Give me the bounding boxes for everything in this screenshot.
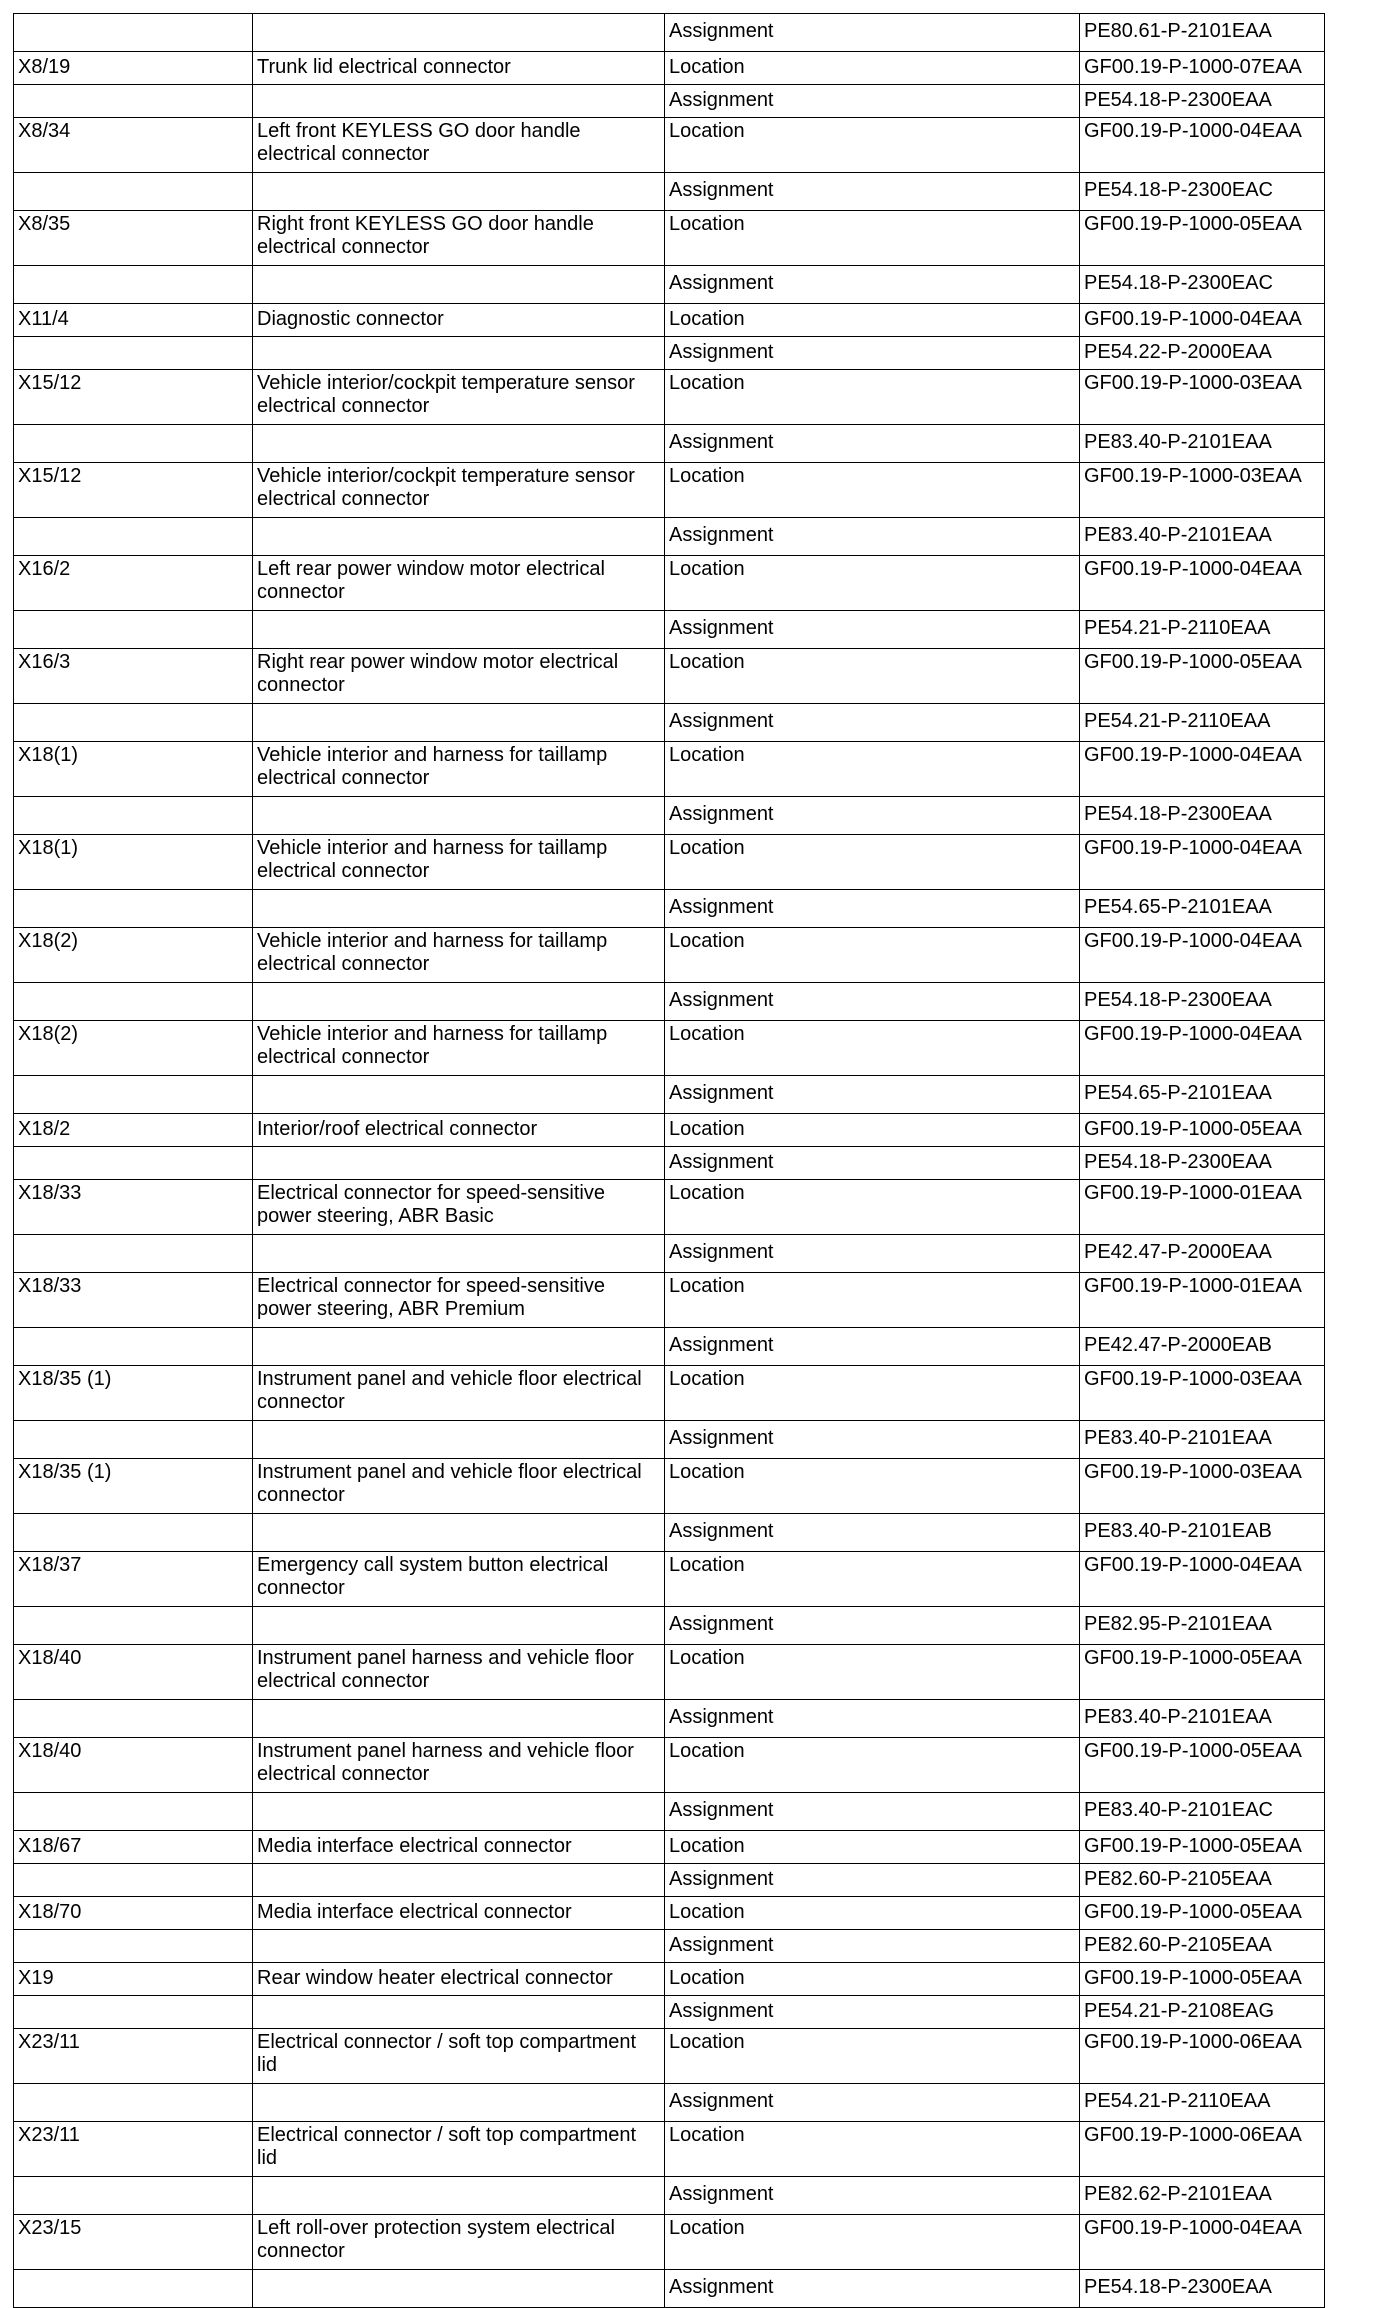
connector-description-cell: Vehicle interior and harness for taillamp electrical connector	[253, 835, 665, 890]
entry-type-cell: Location	[665, 1180, 1080, 1235]
document-code-cell: PE82.60-P-2105EAA	[1080, 1930, 1325, 1963]
table-row	[14, 1421, 1325, 1459]
entry-type-cell: Location	[665, 370, 1080, 425]
connector-description-cell	[253, 1421, 665, 1459]
connector-id-cell: X18/67	[14, 1831, 253, 1864]
table-row	[14, 1366, 1325, 1421]
table-row	[14, 1076, 1325, 1114]
document-code-cell: PE83.40-P-2101EAA	[1080, 425, 1325, 463]
connector-id-cell	[14, 1421, 253, 1459]
connector-description-cell	[253, 425, 665, 463]
connector-description-cell	[253, 266, 665, 304]
entry-type-cell: Assignment	[665, 1076, 1080, 1114]
connector-id-cell	[14, 983, 253, 1021]
entry-type-cell: Assignment	[665, 890, 1080, 928]
connector-id-cell: X16/2	[14, 556, 253, 611]
connector-id-cell: X19	[14, 1963, 253, 1996]
document-code-cell: PE82.62-P-2101EAA	[1080, 2177, 1325, 2215]
entry-type-cell: Location	[665, 1963, 1080, 1996]
connector-description-cell	[253, 1514, 665, 1552]
connector-id-cell	[14, 14, 253, 52]
connector-id-cell: X8/19	[14, 52, 253, 85]
table-row	[14, 1700, 1325, 1738]
document-code-cell: GF00.19-P-1000-07EAA	[1080, 52, 1325, 85]
table-row	[14, 211, 1325, 266]
connector-description-cell	[253, 518, 665, 556]
entry-type-cell: Assignment	[665, 611, 1080, 649]
connector-id-cell	[14, 1076, 253, 1114]
connector-id-cell	[14, 1700, 253, 1738]
entry-type-cell: Location	[665, 1273, 1080, 1328]
table-row	[14, 1897, 1325, 1930]
table-row	[14, 1235, 1325, 1273]
table-row	[14, 1147, 1325, 1180]
connector-description-cell	[253, 173, 665, 211]
connector-id-cell: X15/12	[14, 463, 253, 518]
connector-id-cell	[14, 704, 253, 742]
entry-type-cell: Assignment	[665, 1930, 1080, 1963]
document-code-cell: PE82.60-P-2105EAA	[1080, 1864, 1325, 1897]
document-code-cell: GF00.19-P-1000-04EAA	[1080, 1552, 1325, 1607]
connector-id-cell	[14, 2084, 253, 2122]
table-row	[14, 1831, 1325, 1864]
connector-description-cell: Vehicle interior and harness for taillamp electrical connector	[253, 928, 665, 983]
entry-type-cell: Location	[665, 118, 1080, 173]
connector-id-cell	[14, 611, 253, 649]
connector-description-cell	[253, 2270, 665, 2308]
connector-id-cell	[14, 173, 253, 211]
connector-description-cell	[253, 1700, 665, 1738]
entry-type-cell: Location	[665, 1021, 1080, 1076]
connector-id-cell: X18/40	[14, 1738, 253, 1793]
connector-id-cell: X11/4	[14, 304, 253, 337]
connector-description-cell: Instrument panel harness and vehicle floor electrical connector	[253, 1645, 665, 1700]
document-code-cell: GF00.19-P-1000-01EAA	[1080, 1180, 1325, 1235]
document-code-cell: GF00.19-P-1000-04EAA	[1080, 928, 1325, 983]
document-code-cell: PE54.18-P-2300EAC	[1080, 173, 1325, 211]
table-row	[14, 1552, 1325, 1607]
document-code-cell: GF00.19-P-1000-04EAA	[1080, 2215, 1325, 2270]
entry-type-cell: Assignment	[665, 1700, 1080, 1738]
table-row	[14, 928, 1325, 983]
table-row	[14, 425, 1325, 463]
document-code-cell: PE82.95-P-2101EAA	[1080, 1607, 1325, 1645]
document-code-cell: GF00.19-P-1000-05EAA	[1080, 1114, 1325, 1147]
entry-type-cell: Assignment	[665, 2084, 1080, 2122]
entry-type-cell: Assignment	[665, 173, 1080, 211]
entry-type-cell: Location	[665, 211, 1080, 266]
table-row	[14, 1273, 1325, 1328]
entry-type-cell: Assignment	[665, 337, 1080, 370]
table-row	[14, 1514, 1325, 1552]
connector-description-cell: Left rear power window motor electrical connector	[253, 556, 665, 611]
connector-id-cell	[14, 337, 253, 370]
connector-id-cell	[14, 1864, 253, 1897]
connector-description-cell	[253, 1235, 665, 1273]
connector-id-cell	[14, 890, 253, 928]
entry-type-cell: Location	[665, 1831, 1080, 1864]
table-body	[14, 14, 1325, 2308]
entry-type-cell: Location	[665, 2122, 1080, 2177]
connector-id-cell: X18(1)	[14, 835, 253, 890]
entry-type-cell: Assignment	[665, 2270, 1080, 2308]
table-row	[14, 1459, 1325, 1514]
connector-id-cell	[14, 1996, 253, 2029]
entry-type-cell: Location	[665, 52, 1080, 85]
connector-description-cell: Emergency call system button electrical connector	[253, 1552, 665, 1607]
table-row	[14, 1328, 1325, 1366]
table-row	[14, 2122, 1325, 2177]
document-code-cell: GF00.19-P-1000-04EAA	[1080, 1021, 1325, 1076]
document-code-cell: GF00.19-P-1000-04EAA	[1080, 835, 1325, 890]
document-code-cell: GF00.19-P-1000-04EAA	[1080, 556, 1325, 611]
document-code-cell: PE54.65-P-2101EAA	[1080, 890, 1325, 928]
document-code-cell: PE83.40-P-2101EAB	[1080, 1514, 1325, 1552]
connector-id-cell: X8/34	[14, 118, 253, 173]
connector-id-cell: X18/40	[14, 1645, 253, 1700]
table-row	[14, 2177, 1325, 2215]
connector-description-cell	[253, 611, 665, 649]
connector-description-cell: Rear window heater electrical connector	[253, 1963, 665, 1996]
connector-id-cell: X8/35	[14, 211, 253, 266]
document-code-cell: GF00.19-P-1000-05EAA	[1080, 1738, 1325, 1793]
table-row	[14, 742, 1325, 797]
connector-id-cell: X18/35 (1)	[14, 1459, 253, 1514]
connector-description-cell: Left front KEYLESS GO door handle electrical connector	[253, 118, 665, 173]
connector-description-cell: Electrical connector for speed-sensitive power steering, ABR Premium	[253, 1273, 665, 1328]
table-row	[14, 1738, 1325, 1793]
document-code-cell: PE54.18-P-2300EAA	[1080, 1147, 1325, 1180]
document-code-cell: GF00.19-P-1000-06EAA	[1080, 2122, 1325, 2177]
connector-description-cell	[253, 337, 665, 370]
table-row	[14, 890, 1325, 928]
table-row	[14, 2270, 1325, 2308]
connector-id-cell	[14, 1514, 253, 1552]
connector-id-cell: X23/11	[14, 2122, 253, 2177]
table-row	[14, 983, 1325, 1021]
connector-id-cell: X18(1)	[14, 742, 253, 797]
connector-description-cell	[253, 1147, 665, 1180]
document-code-cell: PE54.22-P-2000EAA	[1080, 337, 1325, 370]
table-row	[14, 14, 1325, 52]
connector-id-cell	[14, 425, 253, 463]
connector-description-cell: Electrical connector / soft top compartment lid	[253, 2122, 665, 2177]
table-row	[14, 1114, 1325, 1147]
document-code-cell: PE54.21-P-2110EAA	[1080, 704, 1325, 742]
connector-description-cell	[253, 1607, 665, 1645]
connector-description-cell	[253, 704, 665, 742]
document-code-cell: GF00.19-P-1000-05EAA	[1080, 1963, 1325, 1996]
entry-type-cell: Assignment	[665, 1793, 1080, 1831]
entry-type-cell: Assignment	[665, 425, 1080, 463]
connector-description-cell: Electrical connector for speed-sensitive power steering, ABR Basic	[253, 1180, 665, 1235]
entry-type-cell: Assignment	[665, 1996, 1080, 2029]
entry-type-cell: Assignment	[665, 85, 1080, 118]
entry-type-cell: Location	[665, 928, 1080, 983]
document-code-cell: PE54.18-P-2300EAA	[1080, 2270, 1325, 2308]
document-code-cell: GF00.19-P-1000-01EAA	[1080, 1273, 1325, 1328]
entry-type-cell: Location	[665, 835, 1080, 890]
connector-description-cell	[253, 1996, 665, 2029]
connector-id-cell: X18/33	[14, 1180, 253, 1235]
document-code-cell: GF00.19-P-1000-05EAA	[1080, 211, 1325, 266]
connector-id-cell	[14, 518, 253, 556]
connector-id-cell	[14, 2270, 253, 2308]
entry-type-cell: Assignment	[665, 1514, 1080, 1552]
connector-id-cell: X18/70	[14, 1897, 253, 1930]
document-code-cell: PE54.21-P-2110EAA	[1080, 611, 1325, 649]
connector-description-cell: Vehicle interior and harness for taillamp electrical connector	[253, 1021, 665, 1076]
connector-description-cell	[253, 1328, 665, 1366]
table-row	[14, 1996, 1325, 2029]
connector-id-cell	[14, 1328, 253, 1366]
connector-id-cell	[14, 266, 253, 304]
connector-id-cell: X18(2)	[14, 928, 253, 983]
connector-description-cell	[253, 1793, 665, 1831]
document-code-cell: PE54.18-P-2300EAA	[1080, 983, 1325, 1021]
entry-type-cell: Assignment	[665, 266, 1080, 304]
table-row	[14, 1963, 1325, 1996]
table-row	[14, 52, 1325, 85]
document-code-cell: GF00.19-P-1000-04EAA	[1080, 742, 1325, 797]
connector-id-cell: X18/35 (1)	[14, 1366, 253, 1421]
entry-type-cell: Assignment	[665, 704, 1080, 742]
entry-type-cell: Assignment	[665, 14, 1080, 52]
connector-id-cell: X23/11	[14, 2029, 253, 2084]
connector-description-cell: Instrument panel harness and vehicle floor electrical connector	[253, 1738, 665, 1793]
connector-description-cell: Instrument panel and vehicle floor electrical connector	[253, 1459, 665, 1514]
document-code-cell: PE83.40-P-2101EAA	[1080, 1700, 1325, 1738]
connector-id-cell: X18/33	[14, 1273, 253, 1328]
document-code-cell: PE54.18-P-2300EAA	[1080, 797, 1325, 835]
entry-type-cell: Assignment	[665, 1235, 1080, 1273]
entry-type-cell: Assignment	[665, 797, 1080, 835]
table-row	[14, 1607, 1325, 1645]
table-row	[14, 337, 1325, 370]
entry-type-cell: Location	[665, 649, 1080, 704]
connector-description-cell: Left roll-over protection system electrical connector	[253, 2215, 665, 2270]
entry-type-cell: Location	[665, 304, 1080, 337]
document-code-cell: GF00.19-P-1000-05EAA	[1080, 1897, 1325, 1930]
entry-type-cell: Location	[665, 1114, 1080, 1147]
connector-id-cell	[14, 2177, 253, 2215]
connector-description-cell: Instrument panel and vehicle floor electrical connector	[253, 1366, 665, 1421]
entry-type-cell: Location	[665, 1552, 1080, 1607]
table-row	[14, 1793, 1325, 1831]
document-code-cell: GF00.19-P-1000-06EAA	[1080, 2029, 1325, 2084]
document-code-cell: PE54.18-P-2300EAC	[1080, 266, 1325, 304]
entry-type-cell: Assignment	[665, 1607, 1080, 1645]
connector-description-cell	[253, 890, 665, 928]
entry-type-cell: Assignment	[665, 983, 1080, 1021]
document-code-cell: PE80.61-P-2101EAA	[1080, 14, 1325, 52]
connector-id-cell	[14, 1930, 253, 1963]
entry-type-cell: Location	[665, 2215, 1080, 2270]
table-row	[14, 370, 1325, 425]
document-code-cell: GF00.19-P-1000-05EAA	[1080, 1645, 1325, 1700]
table-row	[14, 2029, 1325, 2084]
table-row	[14, 1930, 1325, 1963]
entry-type-cell: Assignment	[665, 518, 1080, 556]
table-row	[14, 556, 1325, 611]
entry-type-cell: Assignment	[665, 2177, 1080, 2215]
connector-description-cell	[253, 797, 665, 835]
table-row	[14, 2084, 1325, 2122]
document-code-cell: PE42.47-P-2000EAB	[1080, 1328, 1325, 1366]
connector-description-cell: Vehicle interior/cockpit temperature sensor electrical connector	[253, 370, 665, 425]
connector-description-cell	[253, 14, 665, 52]
table-row	[14, 173, 1325, 211]
table-row	[14, 118, 1325, 173]
entry-type-cell: Location	[665, 463, 1080, 518]
connector-id-cell	[14, 1607, 253, 1645]
document-code-cell: PE54.18-P-2300EAA	[1080, 85, 1325, 118]
table-row	[14, 518, 1325, 556]
entry-type-cell: Location	[665, 1366, 1080, 1421]
table-row	[14, 649, 1325, 704]
connector-description-cell: Electrical connector / soft top compartment lid	[253, 2029, 665, 2084]
connector-description-cell	[253, 2084, 665, 2122]
table-row	[14, 463, 1325, 518]
connector-id-cell: X23/15	[14, 2215, 253, 2270]
connector-id-cell	[14, 1147, 253, 1180]
document-code-cell: GF00.19-P-1000-04EAA	[1080, 304, 1325, 337]
connector-description-cell	[253, 983, 665, 1021]
connector-id-cell: X18(2)	[14, 1021, 253, 1076]
table-row	[14, 1021, 1325, 1076]
entry-type-cell: Location	[665, 556, 1080, 611]
connector-id-cell	[14, 1235, 253, 1273]
connector-description-cell: Interior/roof electrical connector	[253, 1114, 665, 1147]
entry-type-cell: Assignment	[665, 1864, 1080, 1897]
document-code-cell: PE54.21-P-2108EAG	[1080, 1996, 1325, 2029]
connector-description-cell: Vehicle interior/cockpit temperature sensor electrical connector	[253, 463, 665, 518]
connector-id-cell: X15/12	[14, 370, 253, 425]
entry-type-cell: Assignment	[665, 1421, 1080, 1459]
connector-description-cell: Right rear power window motor electrical connector	[253, 649, 665, 704]
entry-type-cell: Location	[665, 742, 1080, 797]
table-row	[14, 2215, 1325, 2270]
document-code-cell: GF00.19-P-1000-03EAA	[1080, 1366, 1325, 1421]
connector-id-cell: X16/3	[14, 649, 253, 704]
table-row	[14, 266, 1325, 304]
document-code-cell: GF00.19-P-1000-03EAA	[1080, 1459, 1325, 1514]
document-code-cell: PE83.40-P-2101EAA	[1080, 518, 1325, 556]
table-row	[14, 835, 1325, 890]
table-row	[14, 611, 1325, 649]
connector-description-cell: Diagnostic connector	[253, 304, 665, 337]
document-code-cell: GF00.19-P-1000-05EAA	[1080, 649, 1325, 704]
entry-type-cell: Location	[665, 1645, 1080, 1700]
document-code-cell: PE54.21-P-2110EAA	[1080, 2084, 1325, 2122]
document-code-cell: PE83.40-P-2101EAA	[1080, 1421, 1325, 1459]
document-code-cell: GF00.19-P-1000-05EAA	[1080, 1831, 1325, 1864]
entry-type-cell: Assignment	[665, 1147, 1080, 1180]
connector-description-cell: Vehicle interior and harness for taillamp electrical connector	[253, 742, 665, 797]
entry-type-cell: Location	[665, 1897, 1080, 1930]
connector-description-cell	[253, 2177, 665, 2215]
entry-type-cell: Location	[665, 1738, 1080, 1793]
document-code-cell: PE54.65-P-2101EAA	[1080, 1076, 1325, 1114]
table-row	[14, 85, 1325, 118]
connector-description-cell: Right front KEYLESS GO door handle electrical connector	[253, 211, 665, 266]
document-code-cell: GF00.19-P-1000-03EAA	[1080, 463, 1325, 518]
connector-description-cell: Media interface electrical connector	[253, 1897, 665, 1930]
table-row	[14, 1180, 1325, 1235]
document-code-cell: PE42.47-P-2000EAA	[1080, 1235, 1325, 1273]
document-code-cell: PE83.40-P-2101EAC	[1080, 1793, 1325, 1831]
connector-id-cell	[14, 1793, 253, 1831]
connector-description-cell: Media interface electrical connector	[253, 1831, 665, 1864]
connector-description-cell	[253, 85, 665, 118]
connector-id-cell: X18/37	[14, 1552, 253, 1607]
document-code-cell: GF00.19-P-1000-04EAA	[1080, 118, 1325, 173]
connector-description-cell: Trunk lid electrical connector	[253, 52, 665, 85]
table-row	[14, 1864, 1325, 1897]
table-row	[14, 704, 1325, 742]
entry-type-cell: Location	[665, 1459, 1080, 1514]
table-row	[14, 1645, 1325, 1700]
connector-description-cell	[253, 1076, 665, 1114]
entry-type-cell: Assignment	[665, 1328, 1080, 1366]
table-row	[14, 304, 1325, 337]
connector-id-cell	[14, 797, 253, 835]
connector-assignment-table	[13, 13, 1325, 2308]
connector-description-cell	[253, 1864, 665, 1897]
table-row	[14, 797, 1325, 835]
entry-type-cell: Location	[665, 2029, 1080, 2084]
document-code-cell: GF00.19-P-1000-03EAA	[1080, 370, 1325, 425]
connector-id-cell	[14, 85, 253, 118]
connector-description-cell	[253, 1930, 665, 1963]
connector-id-cell: X18/2	[14, 1114, 253, 1147]
